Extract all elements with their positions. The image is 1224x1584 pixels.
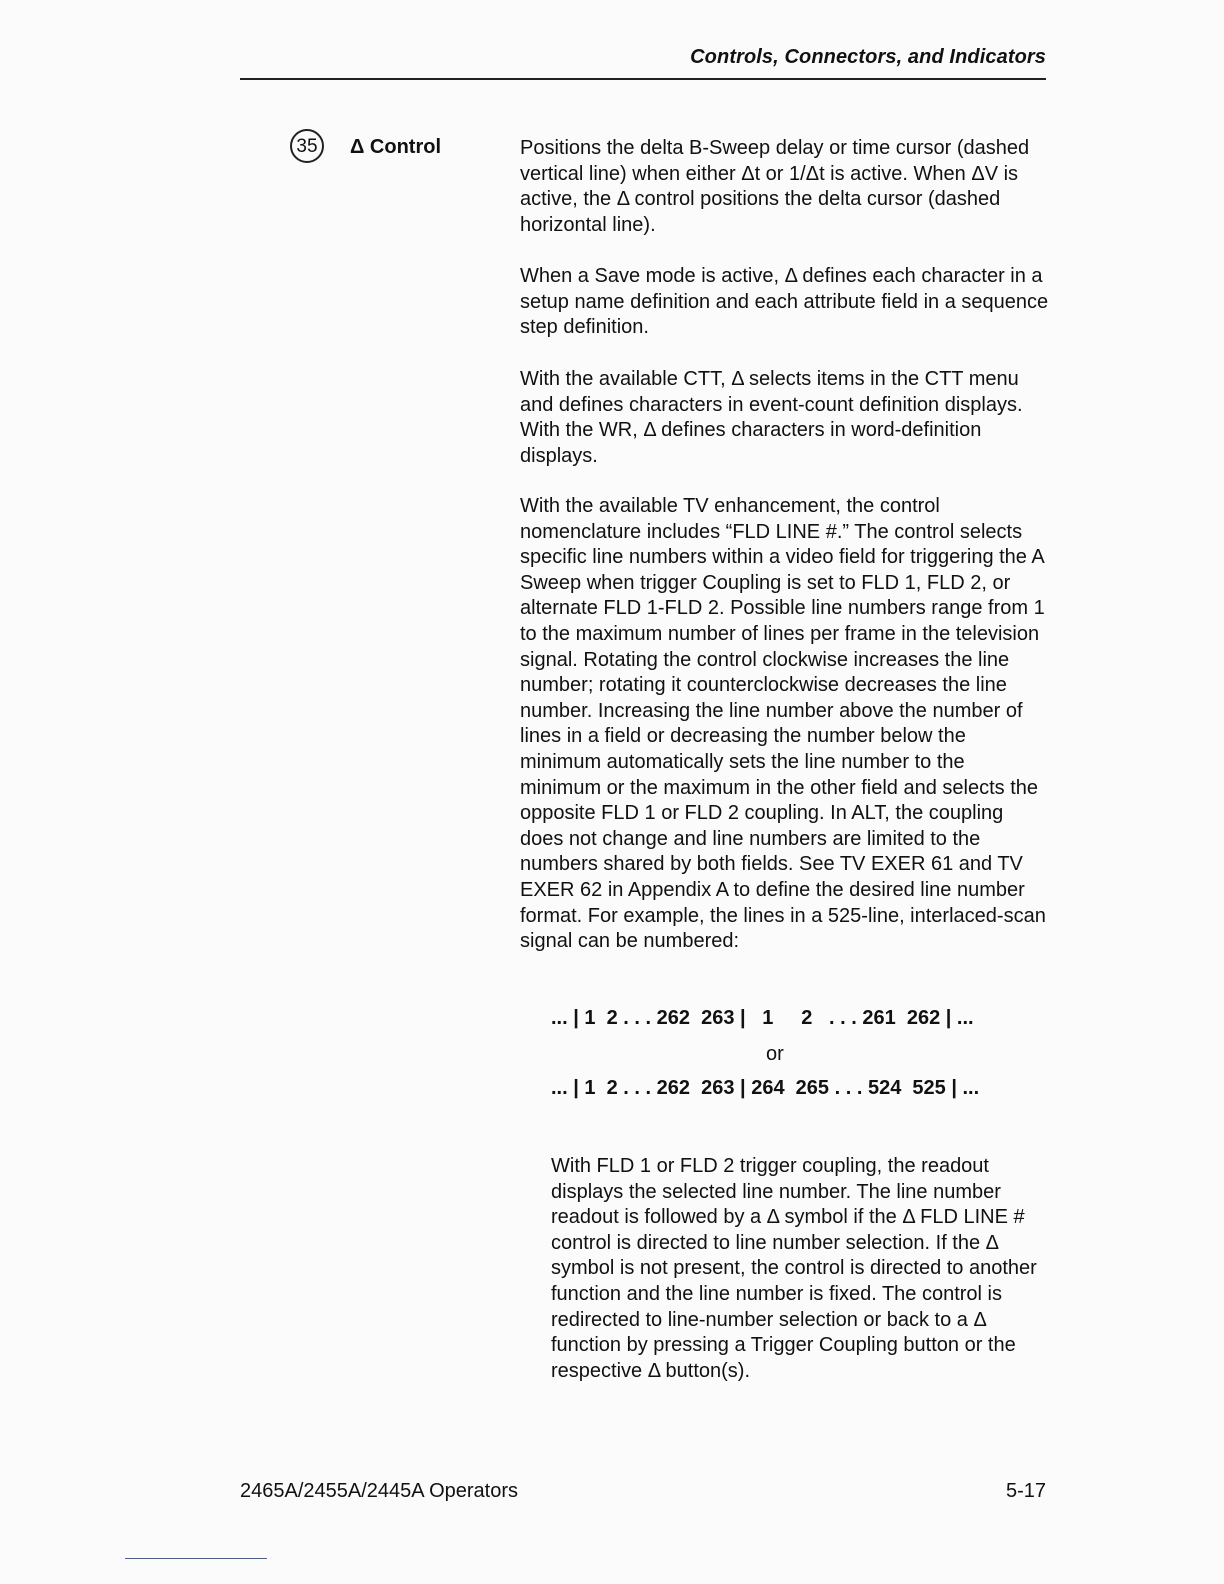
numbering-separator: or xyxy=(766,1043,784,1065)
header-rule xyxy=(240,78,1046,80)
paragraph-text: When a Save mode is active, Δ defines each character in a setup name definition and each attribute field in a sequence step definition. xyxy=(520,265,1049,339)
paragraph-3 xyxy=(520,367,1050,469)
closing-paragraph xyxy=(551,1154,1051,1384)
paragraph-4 xyxy=(520,494,1050,955)
paragraph-2 xyxy=(520,264,1050,341)
paragraph-text: With the available TV enhancement, the control nomenclature includes “FLD LINE #.” The control selects specific line numbers within a video field for triggering the A Sweep when trigger Coupling is set to FLD 1, FLD 2, or alternate FLD 1-FLD 2. Possible line numbers range from 1 to the maximum number of lines per frame in the television signal. Rotating the control clockwise increases the line number; rotating it counterclockwise decreases the line number. Increasing the line number above the number of lines in a field or decreasing the number below the minimum automatically sets the line number to the minimum or the maximum in the other field and selects the opposite FLD 1 or FLD 2 coupling. In ALT, the coupling does not change and line numbers are limited to the numbers shared by both fields. See TV EXER 61 and TV EXER 62 in Appendix A to define the desired line number format. For example, the lines in a 525-line, interlaced-scan signal can be numbered: xyxy=(520,495,1046,953)
running-header: Controls, Connectors, and Indicators xyxy=(690,46,1046,68)
footer-manual-title: 2465A/2455A/2445A Operators xyxy=(240,1480,518,1502)
paragraph-text: With the available CTT, Δ selects items in the CTT menu and defines characters in event-count definition displays. With the WR, Δ defines characters in word-definition displays. xyxy=(520,368,1023,467)
line-numbering-example-1: ... | 1 2 . . . 262 263 | 1 2 . . . 261 262 | ... xyxy=(551,1007,974,1029)
callout-number-badge: 35 xyxy=(290,129,324,163)
paragraph-text: With FLD 1 or FLD 2 trigger coupling, the readout displays the selected line number. The line number readout is followed by a Δ symbol if the Δ FLD LINE # control is directed to line number selection. If the Δ symbol is not present, the control is directed to another function and the line number is fixed. The control is redirected to line-number selection or back to a Δ function by pressing a Trigger Coupling button or the respective Δ button(s). xyxy=(551,1155,1037,1382)
control-title: Δ Control xyxy=(350,136,442,158)
paragraph-text: Positions the delta B-Sweep delay or time cursor (dashed vertical line) when either Δt or 1/Δt is active. When ΔV is active, the Δ control positions the delta cursor (dashed horizontal line). xyxy=(520,137,1030,236)
footer-page-number: 5-17 xyxy=(1005,1480,1046,1502)
scan-edge-line xyxy=(125,1558,267,1559)
paragraph-1 xyxy=(520,136,1050,238)
line-numbering-example-2: ... | 1 2 . . . 262 263 | 264 265 . . . 524 525 | ... xyxy=(551,1077,980,1099)
